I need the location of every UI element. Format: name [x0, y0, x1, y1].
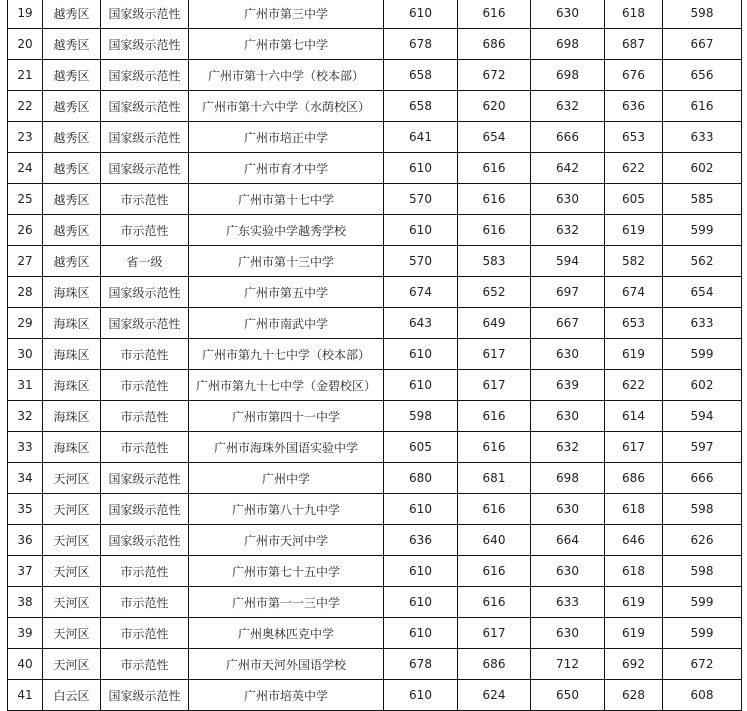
score-3-cell: 632	[531, 432, 605, 463]
school-level-cell: 国家级示范性	[101, 463, 189, 494]
score-1-cell: 610	[384, 556, 458, 587]
score-1-cell: 643	[384, 308, 458, 339]
score-5-cell: 672	[663, 649, 742, 680]
score-1-cell: 598	[384, 401, 458, 432]
score-3-cell: 666	[531, 122, 605, 153]
table-row	[8, 339, 742, 370]
score-4-cell: 619	[605, 587, 663, 618]
table-row	[8, 370, 742, 401]
school-level-cell: 市示范性	[101, 587, 189, 618]
score-3-cell: 630	[531, 494, 605, 525]
table-row	[8, 153, 742, 184]
table-row	[8, 29, 742, 60]
score-2-cell: 616	[458, 494, 531, 525]
score-1-cell: 610	[384, 680, 458, 711]
score-5-cell: 597	[663, 432, 742, 463]
row-number-cell: 39	[8, 618, 43, 649]
row-number-cell: 29	[8, 308, 43, 339]
table-row	[8, 184, 742, 215]
score-2-cell: 616	[458, 401, 531, 432]
district-cell: 天河区	[43, 525, 101, 556]
school-name-cell: 广州市第八十九中学	[189, 494, 384, 525]
score-3-cell: 650	[531, 680, 605, 711]
table-row	[8, 494, 742, 525]
row-number-cell: 31	[8, 370, 43, 401]
score-5-cell: 594	[663, 401, 742, 432]
district-cell: 天河区	[43, 587, 101, 618]
school-level-cell: 市示范性	[101, 339, 189, 370]
row-number-cell: 35	[8, 494, 43, 525]
score-1-cell: 605	[384, 432, 458, 463]
score-1-cell: 610	[384, 370, 458, 401]
school-name-cell: 广州市第五中学	[189, 277, 384, 308]
score-2-cell: 616	[458, 153, 531, 184]
row-number-cell: 40	[8, 649, 43, 680]
row-number-cell: 21	[8, 60, 43, 91]
score-3-cell: 664	[531, 525, 605, 556]
score-4-cell: 618	[605, 556, 663, 587]
district-cell: 越秀区	[43, 184, 101, 215]
district-cell: 海珠区	[43, 432, 101, 463]
row-number-cell: 24	[8, 153, 43, 184]
score-4-cell: 687	[605, 29, 663, 60]
score-3-cell: 667	[531, 308, 605, 339]
score-2-cell: 624	[458, 680, 531, 711]
score-5-cell: 616	[663, 91, 742, 122]
score-2-cell: 620	[458, 91, 531, 122]
school-level-cell: 国家级示范性	[101, 525, 189, 556]
score-1-cell: 678	[384, 29, 458, 60]
score-4-cell: 619	[605, 618, 663, 649]
score-4-cell: 618	[605, 0, 663, 29]
district-cell: 越秀区	[43, 215, 101, 246]
row-number-cell: 41	[8, 680, 43, 711]
school-level-cell: 市示范性	[101, 215, 189, 246]
row-number-cell: 27	[8, 246, 43, 277]
row-number-cell: 33	[8, 432, 43, 463]
score-5-cell: 626	[663, 525, 742, 556]
school-level-cell: 市示范性	[101, 184, 189, 215]
school-level-cell: 市示范性	[101, 401, 189, 432]
table-row	[8, 246, 742, 277]
score-4-cell: 628	[605, 680, 663, 711]
row-number-cell: 23	[8, 122, 43, 153]
row-number-cell: 25	[8, 184, 43, 215]
table-row	[8, 215, 742, 246]
table-row	[8, 0, 742, 29]
row-number-cell: 34	[8, 463, 43, 494]
score-2-cell: 640	[458, 525, 531, 556]
score-1-cell: 678	[384, 649, 458, 680]
score-4-cell: 614	[605, 401, 663, 432]
row-number-cell: 30	[8, 339, 43, 370]
score-5-cell: 602	[663, 153, 742, 184]
score-5-cell: 599	[663, 339, 742, 370]
score-2-cell: 616	[458, 587, 531, 618]
score-1-cell: 641	[384, 122, 458, 153]
school-level-cell: 市示范性	[101, 556, 189, 587]
district-cell: 天河区	[43, 463, 101, 494]
school-name-cell: 广州市第一一三中学	[189, 587, 384, 618]
school-name-cell: 广州市第十七中学	[189, 184, 384, 215]
score-5-cell: 585	[663, 184, 742, 215]
score-4-cell: 617	[605, 432, 663, 463]
score-3-cell: 712	[531, 649, 605, 680]
score-3-cell: 698	[531, 60, 605, 91]
school-level-cell: 市示范性	[101, 618, 189, 649]
row-number-cell: 22	[8, 91, 43, 122]
score-4-cell: 676	[605, 60, 663, 91]
school-name-cell: 广州中学	[189, 463, 384, 494]
score-5-cell: 598	[663, 0, 742, 29]
score-1-cell: 610	[384, 153, 458, 184]
district-cell: 天河区	[43, 556, 101, 587]
district-cell: 海珠区	[43, 277, 101, 308]
district-cell: 海珠区	[43, 308, 101, 339]
district-cell: 天河区	[43, 649, 101, 680]
school-level-cell: 省一级	[101, 246, 189, 277]
score-1-cell: 658	[384, 60, 458, 91]
score-2-cell: 616	[458, 184, 531, 215]
table-row	[8, 401, 742, 432]
school-level-cell: 国家级示范性	[101, 277, 189, 308]
district-cell: 越秀区	[43, 60, 101, 91]
score-2-cell: 681	[458, 463, 531, 494]
score-5-cell: 656	[663, 60, 742, 91]
score-5-cell: 667	[663, 29, 742, 60]
district-cell: 海珠区	[43, 339, 101, 370]
school-level-cell: 市示范性	[101, 432, 189, 463]
row-number-cell: 19	[8, 0, 43, 29]
district-cell: 越秀区	[43, 29, 101, 60]
score-5-cell: 633	[663, 308, 742, 339]
school-name-cell: 广州市第四十一中学	[189, 401, 384, 432]
score-2-cell: 616	[458, 556, 531, 587]
score-2-cell: 617	[458, 339, 531, 370]
score-4-cell: 653	[605, 308, 663, 339]
score-5-cell: 599	[663, 587, 742, 618]
score-1-cell: 680	[384, 463, 458, 494]
score-1-cell: 570	[384, 184, 458, 215]
score-3-cell: 630	[531, 0, 605, 29]
score-2-cell: 652	[458, 277, 531, 308]
school-name-cell: 广东实验中学越秀学校	[189, 215, 384, 246]
score-3-cell: 630	[531, 184, 605, 215]
school-name-cell: 广州市南武中学	[189, 308, 384, 339]
table-row	[8, 60, 742, 91]
school-level-cell: 国家级示范性	[101, 91, 189, 122]
school-name-cell: 广州市培英中学	[189, 680, 384, 711]
score-1-cell: 610	[384, 618, 458, 649]
table-row	[8, 649, 742, 680]
district-cell: 白云区	[43, 680, 101, 711]
school-level-cell: 国家级示范性	[101, 153, 189, 184]
score-3-cell: 632	[531, 215, 605, 246]
score-2-cell: 686	[458, 649, 531, 680]
table-row	[8, 432, 742, 463]
score-4-cell: 636	[605, 91, 663, 122]
score-5-cell: 654	[663, 277, 742, 308]
district-cell: 越秀区	[43, 0, 101, 29]
school-name-cell: 广州市第十六中学（水荫校区）	[189, 91, 384, 122]
district-cell: 海珠区	[43, 370, 101, 401]
score-1-cell: 610	[384, 494, 458, 525]
score-1-cell: 658	[384, 91, 458, 122]
school-name-cell: 广州市第十六中学（校本部）	[189, 60, 384, 91]
school-name-cell: 广州市海珠外国语实验中学	[189, 432, 384, 463]
score-5-cell: 598	[663, 556, 742, 587]
score-5-cell: 562	[663, 246, 742, 277]
score-4-cell: 619	[605, 215, 663, 246]
score-5-cell: 666	[663, 463, 742, 494]
district-cell: 天河区	[43, 618, 101, 649]
score-3-cell: 630	[531, 618, 605, 649]
score-3-cell: 639	[531, 370, 605, 401]
score-4-cell: 605	[605, 184, 663, 215]
score-3-cell: 630	[531, 401, 605, 432]
row-number-cell: 20	[8, 29, 43, 60]
table-row	[8, 308, 742, 339]
school-name-cell: 广州市培正中学	[189, 122, 384, 153]
score-2-cell: 654	[458, 122, 531, 153]
district-cell: 越秀区	[43, 246, 101, 277]
score-2-cell: 649	[458, 308, 531, 339]
score-3-cell: 698	[531, 29, 605, 60]
score-4-cell: 686	[605, 463, 663, 494]
district-cell: 天河区	[43, 494, 101, 525]
score-4-cell: 646	[605, 525, 663, 556]
score-4-cell: 692	[605, 649, 663, 680]
district-cell: 海珠区	[43, 401, 101, 432]
school-level-cell: 国家级示范性	[101, 122, 189, 153]
school-name-cell: 广州市第九十七中学（校本部）	[189, 339, 384, 370]
school-name-cell: 广州市育才中学	[189, 153, 384, 184]
table-body	[8, 0, 742, 711]
score-5-cell: 599	[663, 215, 742, 246]
table-row	[8, 525, 742, 556]
district-cell: 越秀区	[43, 91, 101, 122]
table-row	[8, 680, 742, 711]
table-row	[8, 463, 742, 494]
score-4-cell: 622	[605, 153, 663, 184]
row-number-cell: 37	[8, 556, 43, 587]
score-1-cell: 610	[384, 215, 458, 246]
score-1-cell: 610	[384, 0, 458, 29]
school-name-cell: 广州市第九十七中学（金碧校区）	[189, 370, 384, 401]
table-row	[8, 587, 742, 618]
score-4-cell: 582	[605, 246, 663, 277]
score-3-cell: 633	[531, 587, 605, 618]
school-level-cell: 国家级示范性	[101, 29, 189, 60]
row-number-cell: 36	[8, 525, 43, 556]
school-name-cell: 广州市天河中学	[189, 525, 384, 556]
district-cell: 越秀区	[43, 122, 101, 153]
score-2-cell: 686	[458, 29, 531, 60]
school-name-cell: 广州市第十三中学	[189, 246, 384, 277]
school-level-cell: 国家级示范性	[101, 60, 189, 91]
school-level-cell: 国家级示范性	[101, 680, 189, 711]
school-level-cell: 国家级示范性	[101, 308, 189, 339]
school-level-cell: 国家级示范性	[101, 494, 189, 525]
school-name-cell: 广州市第七十五中学	[189, 556, 384, 587]
school-level-cell: 市示范性	[101, 649, 189, 680]
score-2-cell: 617	[458, 618, 531, 649]
score-4-cell: 619	[605, 339, 663, 370]
score-4-cell: 622	[605, 370, 663, 401]
school-name-cell: 广州市第三中学	[189, 0, 384, 29]
score-3-cell: 630	[531, 339, 605, 370]
school-level-cell: 国家级示范性	[101, 0, 189, 29]
table-row	[8, 91, 742, 122]
score-2-cell: 616	[458, 432, 531, 463]
row-number-cell: 38	[8, 587, 43, 618]
score-1-cell: 674	[384, 277, 458, 308]
score-2-cell: 583	[458, 246, 531, 277]
score-4-cell: 674	[605, 277, 663, 308]
row-number-cell: 32	[8, 401, 43, 432]
school-name-cell: 广州奥林匹克中学	[189, 618, 384, 649]
score-5-cell: 598	[663, 494, 742, 525]
table-row	[8, 122, 742, 153]
score-3-cell: 698	[531, 463, 605, 494]
table-row	[8, 277, 742, 308]
score-3-cell: 632	[531, 91, 605, 122]
score-1-cell: 636	[384, 525, 458, 556]
score-5-cell: 633	[663, 122, 742, 153]
score-2-cell: 617	[458, 370, 531, 401]
school-level-cell: 市示范性	[101, 370, 189, 401]
score-1-cell: 570	[384, 246, 458, 277]
score-4-cell: 618	[605, 494, 663, 525]
school-score-table	[7, 0, 742, 711]
score-5-cell: 599	[663, 618, 742, 649]
table-row	[8, 556, 742, 587]
row-number-cell: 26	[8, 215, 43, 246]
school-name-cell: 广州市天河外国语学校	[189, 649, 384, 680]
table-row	[8, 618, 742, 649]
score-2-cell: 616	[458, 0, 531, 29]
score-3-cell: 642	[531, 153, 605, 184]
score-2-cell: 616	[458, 215, 531, 246]
district-cell: 越秀区	[43, 153, 101, 184]
score-3-cell: 594	[531, 246, 605, 277]
score-3-cell: 630	[531, 556, 605, 587]
score-1-cell: 610	[384, 587, 458, 618]
score-5-cell: 608	[663, 680, 742, 711]
score-2-cell: 672	[458, 60, 531, 91]
score-1-cell: 610	[384, 339, 458, 370]
school-name-cell: 广州市第七中学	[189, 29, 384, 60]
score-3-cell: 697	[531, 277, 605, 308]
row-number-cell: 28	[8, 277, 43, 308]
score-4-cell: 653	[605, 122, 663, 153]
score-5-cell: 602	[663, 370, 742, 401]
